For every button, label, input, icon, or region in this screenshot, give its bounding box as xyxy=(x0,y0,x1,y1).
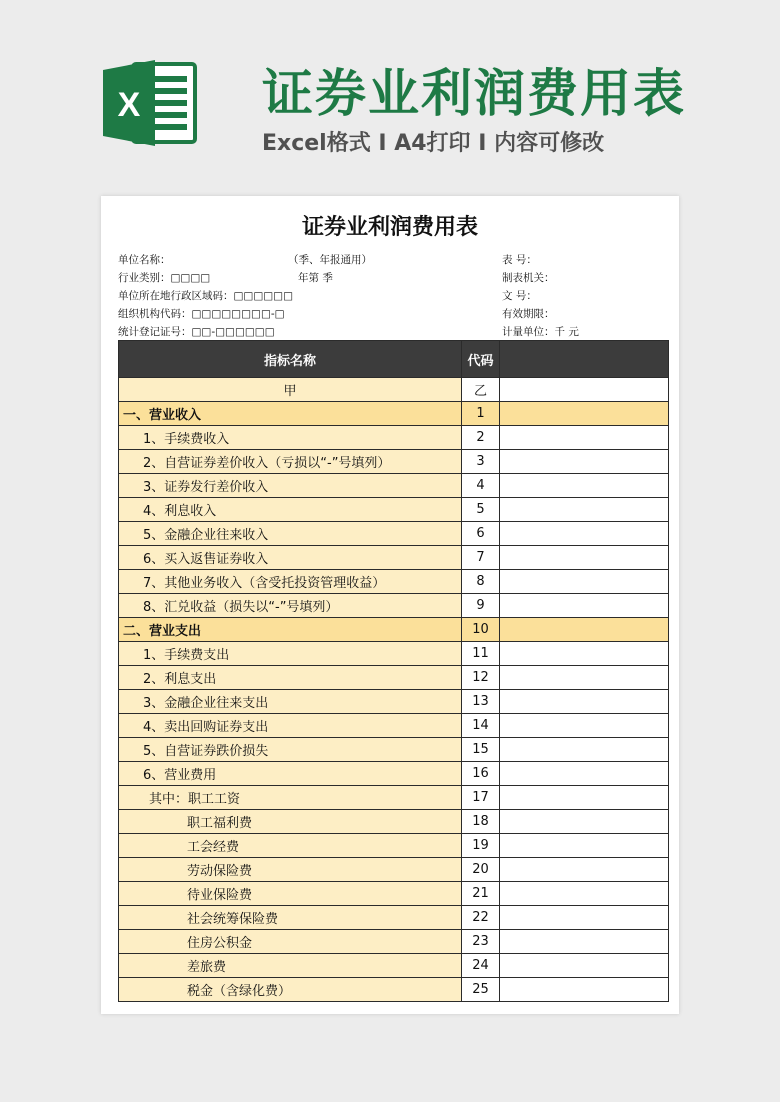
indicator-name-cell[interactable]: 差旅费 xyxy=(119,954,462,978)
banner xyxy=(0,0,780,190)
sub-header-name: 甲 xyxy=(119,378,462,402)
value-cell[interactable] xyxy=(500,930,669,954)
table-row xyxy=(119,690,669,714)
table-row xyxy=(119,906,669,930)
code-cell[interactable]: 11 xyxy=(462,642,500,666)
document-title: 证券业利润费用表 xyxy=(301,215,478,240)
meta-region-code: 单位所在地行政区域码：□□□□□□ xyxy=(118,290,294,302)
code-cell[interactable]: 6 xyxy=(462,522,500,546)
code-cell[interactable]: 16 xyxy=(462,762,500,786)
table-row xyxy=(119,714,669,738)
table-row xyxy=(119,522,669,546)
table-row xyxy=(119,498,669,522)
code-cell[interactable]: 2 xyxy=(462,426,500,450)
table-row xyxy=(119,858,669,882)
header-indicator-name: 指标名称 xyxy=(119,341,462,378)
value-cell[interactable] xyxy=(500,978,669,1002)
header-value xyxy=(500,341,669,378)
code-cell[interactable]: 24 xyxy=(462,954,500,978)
code-cell[interactable]: 9 xyxy=(462,594,500,618)
indicator-name-cell[interactable]: 住房公积金 xyxy=(119,930,462,954)
code-cell[interactable]: 19 xyxy=(462,834,500,858)
table-header-row xyxy=(119,341,669,378)
indicator-name-cell[interactable]: 3、证券发行差价收入 xyxy=(119,474,462,498)
table-row xyxy=(119,810,669,834)
spreadsheet-page xyxy=(101,196,679,1014)
indicator-name-cell[interactable]: 劳动保险费 xyxy=(119,858,462,882)
indicator-name-cell[interactable]: 1、手续费收入 xyxy=(119,426,462,450)
table-row xyxy=(119,786,669,810)
value-cell[interactable] xyxy=(500,570,669,594)
code-cell[interactable]: 12 xyxy=(462,666,500,690)
value-cell[interactable] xyxy=(500,954,669,978)
indicator-name-cell[interactable]: 3、金融企业往来支出 xyxy=(119,690,462,714)
code-cell[interactable]: 3 xyxy=(462,450,500,474)
header-code: 代码 xyxy=(462,341,500,378)
indicator-name-cell[interactable]: 6、营业费用 xyxy=(119,762,462,786)
table-row xyxy=(119,762,669,786)
indicator-name-cell[interactable]: 待业保险费 xyxy=(119,882,462,906)
value-cell[interactable] xyxy=(500,474,669,498)
indicator-name-cell[interactable]: 8、汇兑收益（损失以“-”号填列） xyxy=(119,594,462,618)
value-cell[interactable] xyxy=(500,714,669,738)
value-cell[interactable] xyxy=(500,690,669,714)
meta-industry: 行业类别：□□□□ xyxy=(118,272,211,284)
code-cell[interactable]: 25 xyxy=(462,978,500,1002)
svg-text:X: X xyxy=(117,86,141,124)
code-cell[interactable]: 18 xyxy=(462,810,500,834)
value-cell[interactable] xyxy=(500,786,669,810)
code-cell[interactable]: 22 xyxy=(462,906,500,930)
value-cell[interactable] xyxy=(500,522,669,546)
indicator-name-cell[interactable]: 一、营业收入 xyxy=(119,402,462,426)
value-cell[interactable] xyxy=(500,738,669,762)
table-row xyxy=(119,882,669,906)
meta-authority: 制表机关： xyxy=(502,272,555,284)
value-cell[interactable] xyxy=(500,834,669,858)
meta-table-no: 表 号： xyxy=(502,254,537,266)
table-row xyxy=(119,666,669,690)
meta-org-code: 组织机构代码：□□□□□□□□-□ xyxy=(118,308,285,320)
code-cell[interactable]: 17 xyxy=(462,786,500,810)
value-cell[interactable] xyxy=(500,642,669,666)
code-cell[interactable]: 1 xyxy=(462,402,500,426)
indicator-name-cell[interactable]: 4、卖出回购证券支出 xyxy=(119,714,462,738)
indicator-name-cell[interactable]: 5、金融企业往来收入 xyxy=(119,522,462,546)
indicator-name-cell[interactable]: 7、其他业务收入（含受托投资管理收益） xyxy=(119,570,462,594)
sub-header-code: 乙 xyxy=(462,378,500,402)
indicator-name-cell[interactable]: 职工福利费 xyxy=(119,810,462,834)
banner-subtitle: Excel格式 I A4打印 I 内容可修改 xyxy=(262,131,605,156)
value-cell[interactable] xyxy=(500,594,669,618)
value-cell[interactable] xyxy=(500,906,669,930)
value-cell[interactable] xyxy=(500,450,669,474)
code-cell[interactable]: 10 xyxy=(462,618,500,642)
meta-unit: 计量单位：千 元 xyxy=(502,326,579,338)
banner-title: 证券业利润费用表 xyxy=(262,65,687,124)
code-cell[interactable]: 14 xyxy=(462,714,500,738)
code-cell[interactable]: 7 xyxy=(462,546,500,570)
section-row xyxy=(119,618,669,642)
meta-period: 年第 季 xyxy=(298,272,333,284)
indicator-name-cell[interactable]: 税金（含绿化费） xyxy=(119,978,462,1002)
meta-registration: 统计登记证号：□□-□□□□□□ xyxy=(118,326,275,338)
section-row xyxy=(119,402,669,426)
table-row xyxy=(119,642,669,666)
value-cell[interactable] xyxy=(500,378,669,402)
value-cell[interactable] xyxy=(500,498,669,522)
table-row xyxy=(119,978,669,1002)
code-cell[interactable]: 13 xyxy=(462,690,500,714)
table-row xyxy=(119,738,669,762)
code-cell[interactable]: 15 xyxy=(462,738,500,762)
code-cell[interactable]: 8 xyxy=(462,570,500,594)
indicator-name-cell[interactable]: 社会统筹保险费 xyxy=(119,906,462,930)
meta-validity: 有效期限： xyxy=(502,308,555,320)
value-cell[interactable] xyxy=(500,882,669,906)
code-cell[interactable]: 5 xyxy=(462,498,500,522)
indicator-name-cell[interactable]: 6、买入返售证券收入 xyxy=(119,546,462,570)
indicator-name-cell[interactable]: 5、自营证券跌价损失 xyxy=(119,738,462,762)
indicator-name-cell[interactable]: 2、自营证券差价收入（亏损以“-”号填列） xyxy=(119,450,462,474)
table-row xyxy=(119,834,669,858)
value-cell[interactable] xyxy=(500,858,669,882)
code-cell[interactable]: 23 xyxy=(462,930,500,954)
value-cell[interactable] xyxy=(500,618,669,642)
table-row xyxy=(119,474,669,498)
table-row xyxy=(119,930,669,954)
profit-expense-table xyxy=(118,340,669,1002)
excel-logo-icon xyxy=(103,58,199,148)
indicator-name-cell[interactable]: 二、营业支出 xyxy=(119,618,462,642)
indicator-name-cell[interactable]: 其中：职工工资 xyxy=(119,786,462,810)
meta-unit-name: 单位名称： xyxy=(118,254,171,266)
table-row xyxy=(119,546,669,570)
table-row xyxy=(119,954,669,978)
indicator-name-cell[interactable]: 工会经费 xyxy=(119,834,462,858)
table-row xyxy=(119,426,669,450)
sub-header-row xyxy=(119,378,669,402)
code-cell[interactable]: 21 xyxy=(462,882,500,906)
value-cell[interactable] xyxy=(500,810,669,834)
table-row xyxy=(119,570,669,594)
indicator-name-cell[interactable]: 2、利息支出 xyxy=(119,666,462,690)
code-cell[interactable]: 20 xyxy=(462,858,500,882)
meta-report-type: （季、年报通用） xyxy=(288,254,372,266)
value-cell[interactable] xyxy=(500,762,669,786)
code-cell[interactable]: 4 xyxy=(462,474,500,498)
indicator-name-cell[interactable]: 4、利息收入 xyxy=(119,498,462,522)
value-cell[interactable] xyxy=(500,426,669,450)
value-cell[interactable] xyxy=(500,402,669,426)
table-row xyxy=(119,594,669,618)
meta-doc-no: 文 号： xyxy=(502,290,537,302)
table-row xyxy=(119,450,669,474)
indicator-name-cell[interactable]: 1、手续费支出 xyxy=(119,642,462,666)
value-cell[interactable] xyxy=(500,546,669,570)
value-cell[interactable] xyxy=(500,666,669,690)
